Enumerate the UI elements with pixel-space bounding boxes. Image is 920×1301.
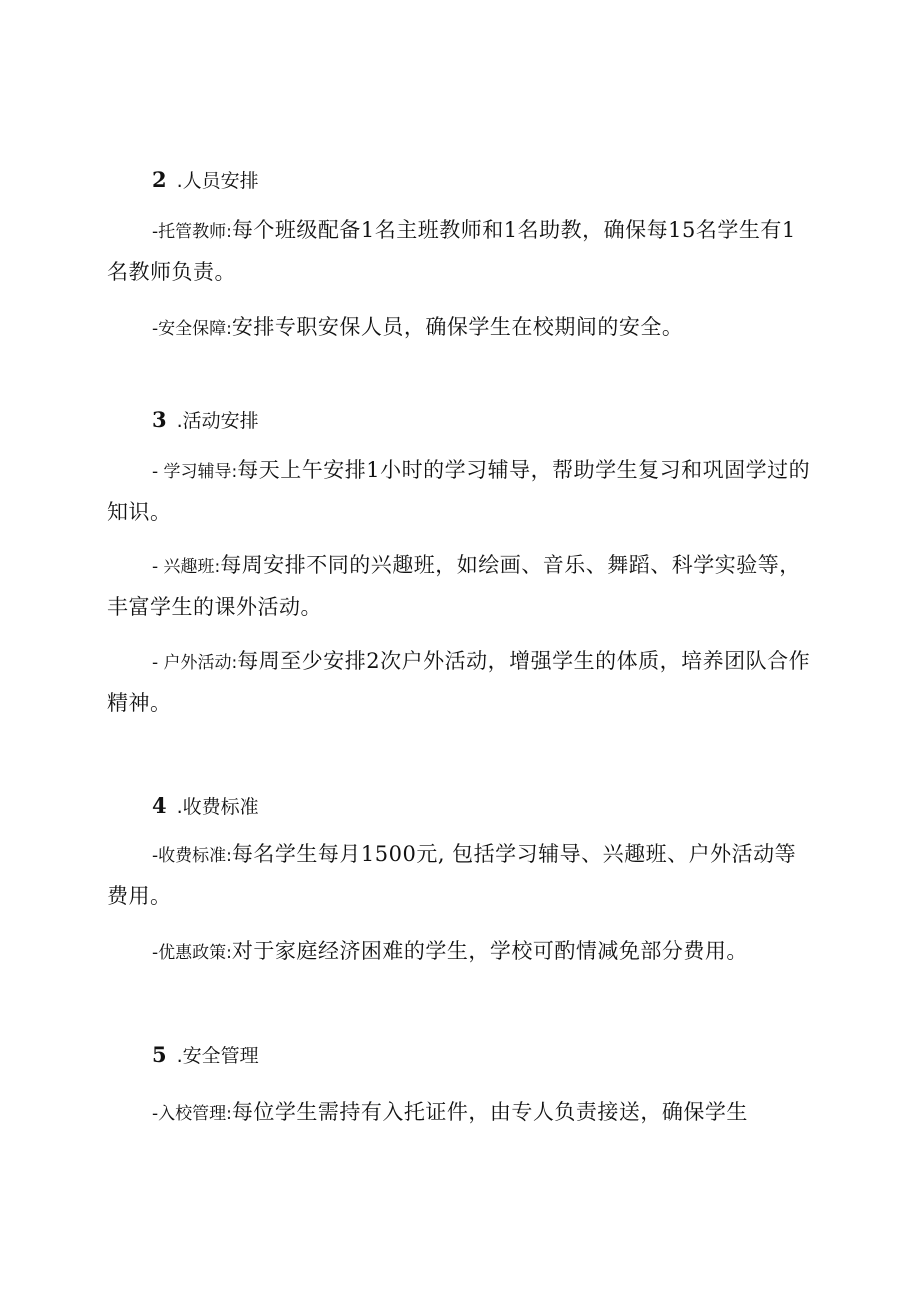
item-text: 每名学生每月1500元, 包括学习辅导、兴趣班、户外活动等费用。	[107, 842, 797, 908]
item-text: 每位学生需持有入托证件，由专人负责接送，确保学生	[231, 1100, 748, 1124]
item-label: -安全保障:	[152, 319, 232, 339]
item-label: -收费标准:	[152, 846, 232, 866]
section-title: .人员安排	[176, 170, 259, 192]
item-text: 每周安排不同的兴趣班，如绘画、音乐、舞蹈、科学实验等，丰富学生的课外活动。	[107, 553, 801, 619]
item-label: -托管教师:	[152, 222, 232, 242]
item-text: 安排专职安保人员，确保学生在校期间的安全。	[231, 315, 684, 339]
section-3-heading	[152, 408, 259, 433]
section-number: 5	[152, 1042, 167, 1067]
item-label: - 户外活动:	[152, 653, 238, 673]
section-4-heading	[152, 794, 259, 819]
item-text: 每天上午安排1小时的学习辅导，帮助学生复习和巩固学过的知识。	[107, 458, 811, 524]
section-number: 3	[152, 407, 167, 432]
paragraph	[107, 931, 817, 973]
paragraph	[107, 307, 817, 349]
section-title: .活动安排	[176, 410, 259, 432]
item-label: -优惠政策:	[152, 943, 232, 963]
item-label: - 学习辅导:	[152, 462, 238, 482]
paragraph	[107, 210, 817, 292]
section-5-heading	[152, 1043, 259, 1068]
section-title: .收费标准	[176, 796, 259, 818]
item-label: - 兴趣班:	[152, 557, 221, 577]
section-2-heading	[152, 168, 259, 193]
item-text: 对于家庭经济困难的学生，学校可酌情减免部分费用。	[231, 939, 748, 963]
section-number: 2	[152, 167, 167, 192]
paragraph	[107, 450, 817, 532]
section-title: .安全管理	[176, 1045, 259, 1067]
paragraph	[107, 545, 817, 627]
paragraph	[107, 1092, 817, 1134]
paragraph	[107, 834, 817, 916]
section-number: 4	[152, 793, 167, 818]
item-text: 每个班级配备1名主班教师和1名助教，确保每15名学生有1名教师负责。	[107, 218, 796, 284]
paragraph	[107, 641, 817, 723]
item-label: -入校管理:	[152, 1104, 232, 1124]
item-text: 每周至少安排2次户外活动，增强学生的体质，培养团队合作精神。	[107, 649, 811, 715]
